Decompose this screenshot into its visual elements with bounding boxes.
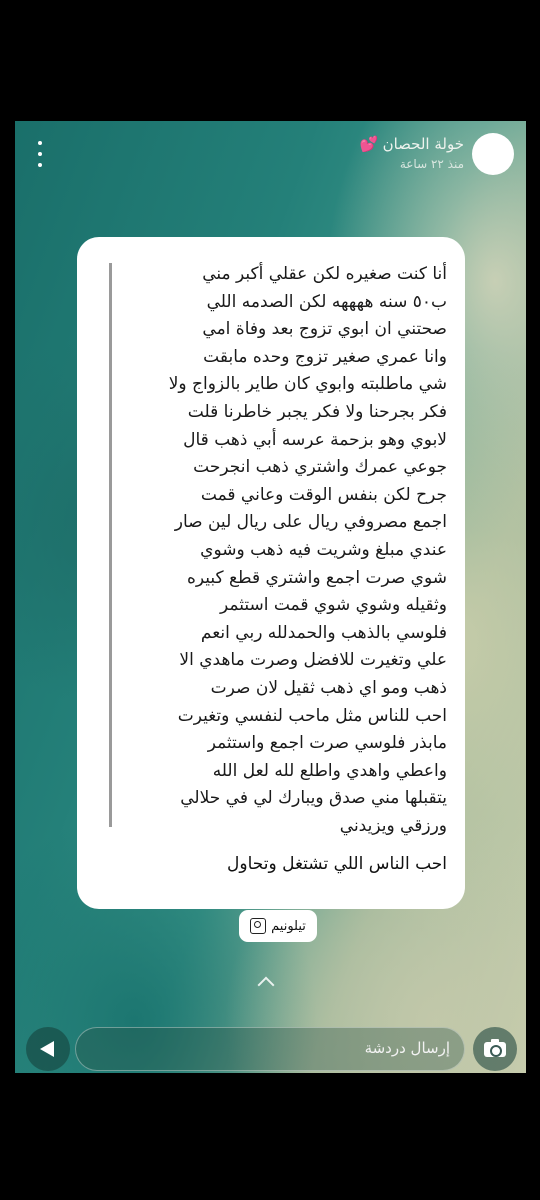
quote-line: وثقيله وشوي شوي قمت استثمر <box>220 595 447 616</box>
quote-line: اجمع مصروفي ريال على ريال لين صار <box>174 512 447 533</box>
user-avatar[interactable] <box>472 133 514 175</box>
quote-line: شي ماطلبته وابوي كان طاير بالزواج ولا <box>168 374 447 395</box>
username-label: خولة الحصان <box>382 135 464 153</box>
reply-bar <box>15 1025 526 1073</box>
username[interactable] <box>360 135 464 153</box>
quote-line: مابذر فلوسي صرت اجمع واستثمر <box>207 733 447 754</box>
camera-icon <box>484 1042 506 1057</box>
story-screen <box>15 121 526 1073</box>
heart-icon: 💕 <box>359 135 379 153</box>
quote-line: وانا عمري صغير تزوج وحده مابقت <box>203 346 447 367</box>
quote-line: عندي مبلغ وشريت فيه ذهب وشوي <box>200 539 447 560</box>
quote-line: أنا كنت صغيره لكن عقلي أكبر مني <box>202 264 447 284</box>
quote-line: يتقبلها مني صدق ويبارك لي في حلالي <box>180 788 447 809</box>
quote-line: شوي صرت اجمع واشتري قطع كبيره <box>186 567 447 588</box>
quote-line: ورزقي ويزيدني <box>339 815 447 836</box>
quote-bar <box>109 263 112 827</box>
quote-card <box>77 237 465 909</box>
quote-line: علي وتغيرت للافضل وصرت ماهدي الا <box>179 650 447 671</box>
tellonym-chip[interactable] <box>239 910 317 942</box>
quote-line: جوعي عمرك واشتري ذهب انجرحت <box>193 457 447 478</box>
quote-line: احب للناس مثل ماحب لنفسي وتغيرت <box>177 705 447 726</box>
quote-line: صحتني ان ابوي تزوج بعد وفاة امي <box>202 319 447 340</box>
camera-button[interactable] <box>473 1027 517 1071</box>
send-button[interactable] <box>26 1027 70 1071</box>
chevron-up-icon[interactable] <box>258 977 275 994</box>
quote-line: فكر بجرحنا ولا فكر يجبر خاطرنا قلت <box>187 401 447 422</box>
quoted-message <box>117 261 447 840</box>
tellonym-icon <box>250 918 266 934</box>
send-arrow-icon <box>40 1041 54 1057</box>
reply-message: احب الناس اللي تشتغل وتحاول <box>227 854 447 874</box>
tellonym-label: تيلونيم <box>271 918 306 934</box>
quote-line: فلوسي بالذهب والحمدلله ربي انعم <box>200 622 447 643</box>
quote-line: ذهب ومو اي ذهب ثقيل لان صرت <box>210 677 447 698</box>
quote-line: واعطي واهدي واطلع لله لعل الله <box>212 760 447 781</box>
story-timestamp: منذ ٢٢ ساعة <box>399 157 464 171</box>
quote-line: ب٥٠ سنه ههههه لكن الصدمه اللي <box>206 291 447 312</box>
quote-line: لابوي وهو بزحمة عرسه أبي ذهب قال <box>183 429 447 450</box>
quote-line: جرح لكن بنفس الوقت وعاني قمت <box>200 484 447 505</box>
more-vertical-icon[interactable] <box>35 141 45 167</box>
chat-input[interactable]: إرسال دردشة <box>75 1027 465 1071</box>
